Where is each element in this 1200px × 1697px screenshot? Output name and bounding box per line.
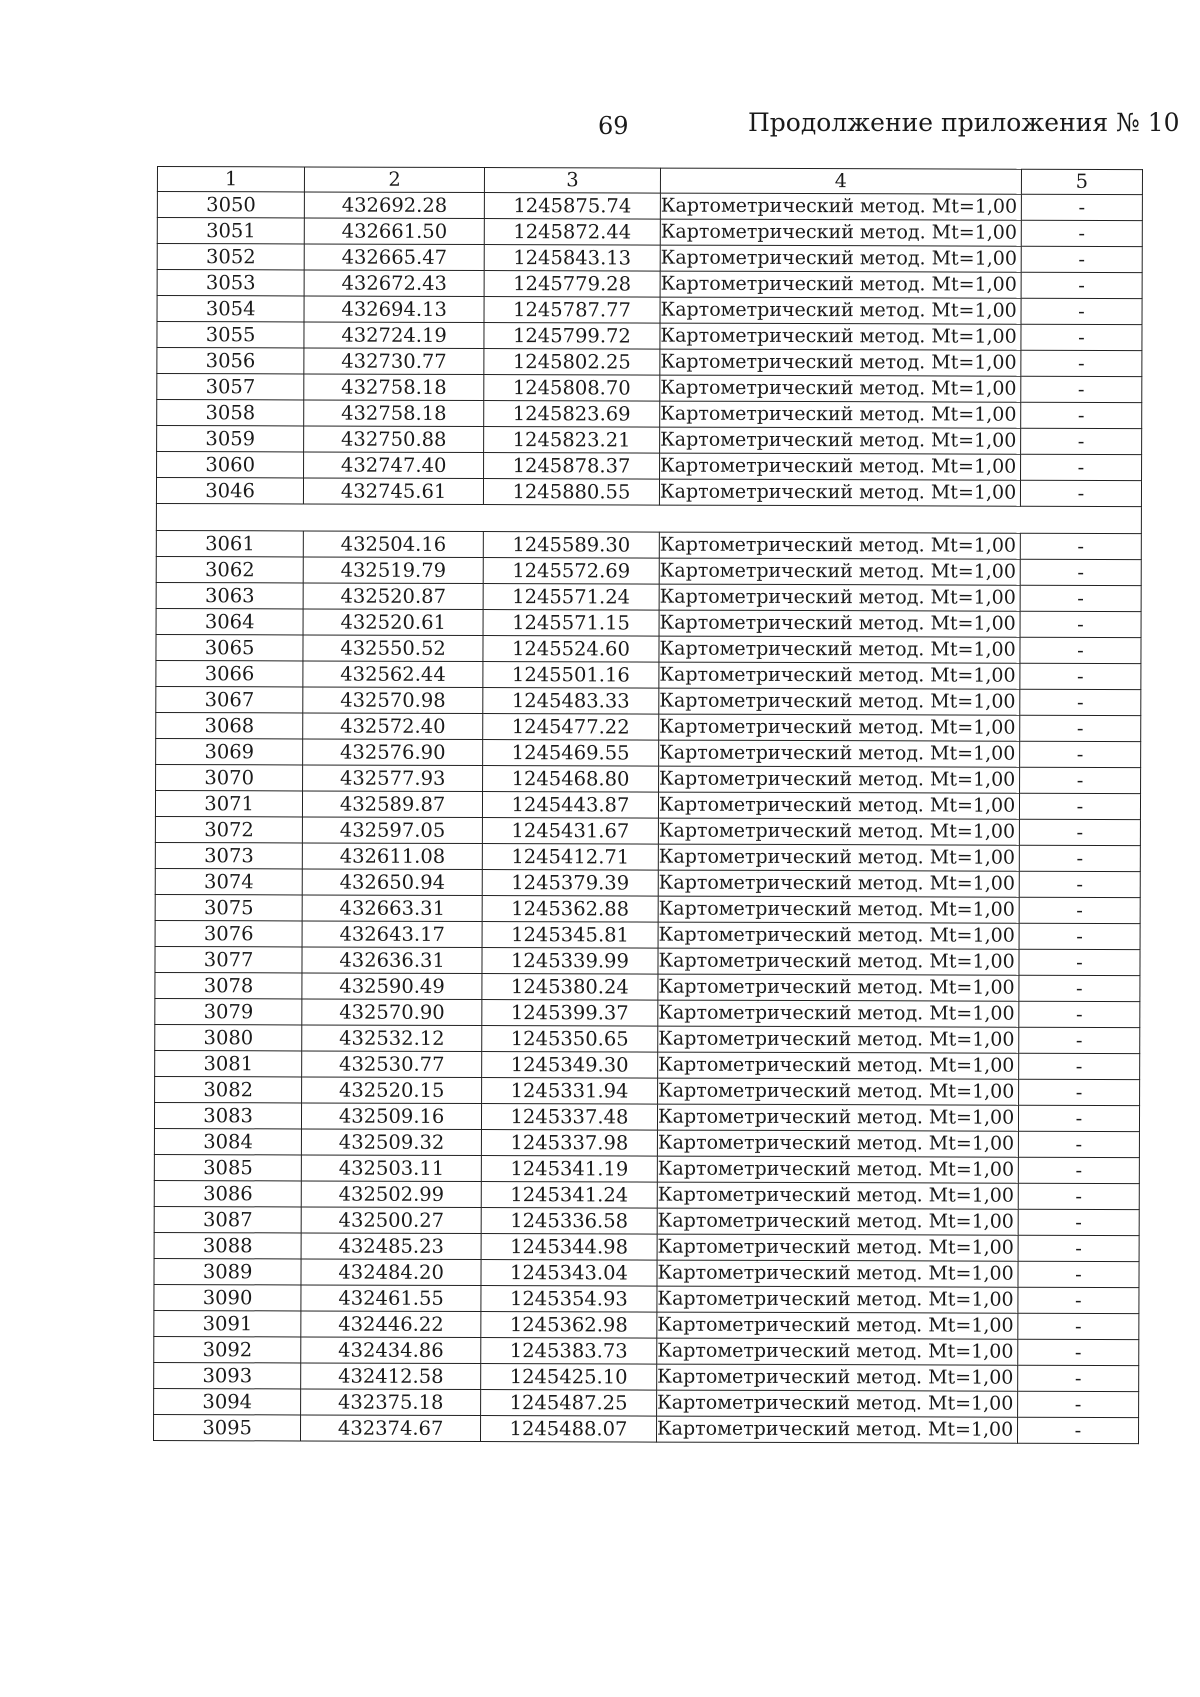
- table-row: [156, 530, 1141, 559]
- table-cell: 432643.17: [302, 921, 482, 948]
- table-cell: 432572.40: [303, 713, 483, 740]
- table-cell: -: [1018, 1339, 1139, 1365]
- table-cell: 3086: [154, 1180, 301, 1206]
- table-cell: 3077: [155, 946, 302, 972]
- table-cell: 432461.55: [301, 1285, 481, 1312]
- table-cell: 1245501.16: [483, 662, 659, 689]
- table-cell: Картометрический метод. Mt=1,00: [658, 922, 1019, 949]
- table-cell: 432747.40: [304, 452, 484, 479]
- table-cell: 3054: [157, 296, 304, 322]
- table-row: [157, 348, 1142, 377]
- table-cell: 3082: [155, 1076, 302, 1102]
- table-cell: 432692.28: [305, 192, 485, 219]
- table-cell: 3095: [153, 1414, 300, 1440]
- table-cell: 3051: [157, 218, 304, 244]
- table-row: [153, 1414, 1138, 1443]
- table-row: [157, 192, 1142, 221]
- table-cell: -: [1017, 1391, 1138, 1417]
- table-cell: -: [1021, 298, 1142, 324]
- table-row: [156, 764, 1141, 793]
- table-cell: 3076: [155, 920, 302, 946]
- table-cell: -: [1019, 1027, 1140, 1053]
- separator-cell: [156, 503, 1141, 533]
- table-cell: Картометрический метод. Mt=1,00: [657, 1338, 1018, 1365]
- table-cell: Картометрический метод. Mt=1,00: [658, 1000, 1019, 1027]
- table-cell: -: [1018, 1235, 1139, 1261]
- table-row: [155, 1024, 1140, 1053]
- table-cell: Картометрический метод. Mt=1,00: [658, 766, 1019, 793]
- table-row: [156, 582, 1141, 611]
- table-cell: -: [1018, 1287, 1139, 1313]
- table-cell: 3065: [156, 634, 303, 660]
- table-cell: -: [1019, 845, 1140, 871]
- table-cell: 3084: [154, 1128, 301, 1154]
- table-cell: 432412.58: [301, 1363, 481, 1390]
- table-row: [155, 998, 1140, 1027]
- table-cell: 432374.67: [301, 1415, 481, 1442]
- table-row: [157, 374, 1142, 403]
- table-row: [154, 1128, 1139, 1157]
- column-header: 1: [157, 167, 304, 192]
- table-cell: Картометрический метод. Mt=1,00: [659, 662, 1020, 689]
- table-cell: 3056: [157, 348, 304, 374]
- table-cell: Картометрический метод. Mt=1,00: [659, 740, 1020, 767]
- table-cell: -: [1021, 324, 1142, 350]
- table-cell: 3069: [156, 738, 303, 764]
- table-cell: 3055: [157, 322, 304, 348]
- table-cell: Картометрический метод. Mt=1,00: [658, 974, 1019, 1001]
- table-cell: -: [1018, 1313, 1139, 1339]
- table-cell: 3059: [157, 426, 304, 452]
- column-header: 5: [1021, 169, 1142, 194]
- table-row: [154, 1362, 1139, 1391]
- table-cell: 3064: [156, 608, 303, 634]
- table-cell: Картометрический метод. Mt=1,00: [657, 1104, 1018, 1131]
- table-cell: 1245468.80: [483, 766, 659, 793]
- table-cell: -: [1020, 428, 1141, 454]
- table-cell: -: [1020, 454, 1141, 480]
- page-caption: Продолжение приложения № 10: [748, 108, 1180, 137]
- table-header-row: [157, 167, 1142, 195]
- table-cell: 1245425.10: [481, 1364, 657, 1391]
- table-cell: 1245880.55: [483, 479, 659, 506]
- table-cell: 432504.16: [304, 531, 484, 558]
- table-cell: 1245336.58: [481, 1208, 657, 1235]
- table-cell: 1245878.37: [483, 453, 659, 480]
- table-cell: Картометрический метод. Mt=1,00: [659, 479, 1020, 506]
- table-cell: Картометрический метод. Mt=1,00: [659, 584, 1020, 611]
- table-cell: 432745.61: [304, 478, 484, 505]
- table-row: [154, 1258, 1139, 1287]
- table-row: [156, 478, 1141, 507]
- table-cell: 1245483.33: [483, 688, 659, 715]
- table-cell: 3060: [157, 452, 304, 478]
- table-cell: Картометрический метод. Mt=1,00: [660, 427, 1021, 454]
- table-cell: -: [1019, 1001, 1140, 1027]
- table-row: [157, 270, 1142, 299]
- table-cell: 432485.23: [301, 1233, 481, 1260]
- table-cell: 432663.31: [302, 895, 482, 922]
- table-cell: -: [1018, 1209, 1139, 1235]
- table-cell: 3070: [156, 764, 303, 790]
- table-row: [157, 400, 1142, 429]
- table-cell: Картометрический метод. Mt=1,00: [657, 1286, 1018, 1313]
- table-cell: 3066: [156, 660, 303, 686]
- table-cell: 432530.77: [302, 1051, 482, 1078]
- table-cell: Картометрический метод. Mt=1,00: [660, 219, 1021, 246]
- table-cell: Картометрический метод. Mt=1,00: [657, 1364, 1018, 1391]
- table-cell: -: [1020, 480, 1141, 506]
- table-cell: 432636.31: [302, 947, 482, 974]
- table-cell: 1245799.72: [484, 323, 660, 350]
- table-cell: -: [1019, 897, 1140, 923]
- table-cell: 1245431.67: [482, 818, 658, 845]
- table-cell: 1245341.19: [481, 1156, 657, 1183]
- table-cell: 1245331.94: [482, 1078, 658, 1105]
- table-row: [155, 790, 1140, 819]
- table-cell: 432484.20: [301, 1259, 481, 1286]
- table-cell: 432446.22: [301, 1311, 481, 1338]
- table-cell: 432520.15: [302, 1077, 482, 1104]
- table-cell: Картометрический метод. Mt=1,00: [659, 714, 1020, 741]
- table-cell: 3075: [155, 894, 302, 920]
- table-cell: 3081: [155, 1050, 302, 1076]
- table-cell: 1245380.24: [482, 974, 658, 1001]
- table-cell: 432562.44: [303, 661, 483, 688]
- table-cell: 1245477.22: [483, 714, 659, 741]
- table-cell: 1245823.21: [484, 427, 660, 454]
- table-cell: 3089: [154, 1258, 301, 1284]
- table-cell: -: [1018, 1079, 1139, 1105]
- table-cell: 432758.18: [304, 374, 484, 401]
- table-cell: 432750.88: [304, 426, 484, 453]
- table-cell: Картометрический метод. Mt=1,00: [658, 818, 1019, 845]
- table-cell: 1245399.37: [482, 1000, 658, 1027]
- table-cell: -: [1020, 663, 1141, 689]
- table-cell: -: [1021, 402, 1142, 428]
- table-cell: 3092: [154, 1336, 301, 1362]
- table-cell: Картометрический метод. Mt=1,00: [659, 453, 1020, 480]
- table-cell: Картометрический метод. Mt=1,00: [658, 792, 1019, 819]
- table-row: [155, 1076, 1140, 1105]
- table-row: [157, 244, 1142, 273]
- table-row: [154, 1232, 1139, 1261]
- table-cell: -: [1019, 949, 1140, 975]
- table-row: [157, 296, 1142, 325]
- table-row: [154, 1154, 1139, 1183]
- table-cell: 3071: [155, 790, 302, 816]
- table-row: [156, 738, 1141, 767]
- table-cell: 432724.19: [304, 322, 484, 349]
- table-cell: 3067: [156, 686, 303, 712]
- table-cell: 432576.90: [303, 739, 483, 766]
- table-cell: Картометрический метод. Mt=1,00: [657, 1130, 1018, 1157]
- table-cell: 3079: [155, 998, 302, 1024]
- table-cell: 432672.43: [304, 270, 484, 297]
- table-cell: 1245354.93: [481, 1286, 657, 1313]
- table-row: [155, 946, 1140, 975]
- table-row: [155, 972, 1140, 1001]
- table-cell: 3074: [155, 868, 302, 894]
- table-cell: 3093: [154, 1362, 301, 1388]
- table-cell: Картометрический метод. Mt=1,00: [659, 558, 1020, 585]
- table-cell: 432520.87: [303, 583, 483, 610]
- table-cell: Картометрический метод. Mt=1,00: [659, 636, 1020, 663]
- table-cell: 1245339.99: [482, 948, 658, 975]
- table-cell: Картометрический метод. Mt=1,00: [659, 688, 1020, 715]
- table-cell: -: [1021, 272, 1142, 298]
- table-cell: Картометрический метод. Mt=1,00: [658, 1052, 1019, 1079]
- table-cell: 1245787.77: [484, 297, 660, 324]
- table-cell: Картометрический метод. Mt=1,00: [660, 297, 1021, 324]
- table-row: [156, 686, 1141, 715]
- table-cell: -: [1019, 793, 1140, 819]
- table-row: [154, 1336, 1139, 1365]
- table-cell: -: [1021, 246, 1142, 272]
- table-cell: 432503.11: [302, 1155, 482, 1182]
- table-cell: Картометрический метод. Mt=1,00: [657, 1312, 1018, 1339]
- table-row: [155, 842, 1140, 871]
- table-cell: -: [1019, 1053, 1140, 1079]
- table-cell: 432758.18: [304, 400, 484, 427]
- table-cell: -: [1018, 1131, 1139, 1157]
- table-cell: 3050: [157, 192, 304, 218]
- table-cell: Картометрический метод. Mt=1,00: [657, 1182, 1018, 1209]
- table-cell: -: [1020, 637, 1141, 663]
- table-cell: 3057: [157, 374, 304, 400]
- table-cell: 1245343.04: [481, 1260, 657, 1287]
- table-cell: Картометрический метод. Mt=1,00: [658, 896, 1019, 923]
- table-cell: 1245379.39: [482, 870, 658, 897]
- table-cell: 3091: [154, 1310, 301, 1336]
- table-cell: 1245344.98: [481, 1234, 657, 1261]
- table-cell: 432665.47: [304, 244, 484, 271]
- table-cell: -: [1018, 1365, 1139, 1391]
- table-cell: 1245571.15: [483, 610, 659, 637]
- table-cell: 432500.27: [301, 1207, 481, 1234]
- table-cell: -: [1021, 350, 1142, 376]
- table-row: [156, 660, 1141, 689]
- table-row: [157, 452, 1142, 481]
- table-cell: -: [1019, 871, 1140, 897]
- table-cell: -: [1019, 975, 1140, 1001]
- table-cell: 3063: [156, 582, 303, 608]
- column-header: 4: [660, 168, 1021, 194]
- table-cell: 432730.77: [304, 348, 484, 375]
- page-number: 69: [598, 112, 629, 140]
- table-cell: -: [1018, 1157, 1139, 1183]
- table-cell: 3058: [157, 400, 304, 426]
- table-cell: -: [1018, 1183, 1139, 1209]
- table-cell: 3080: [155, 1024, 302, 1050]
- table-cell: 1245341.24: [481, 1182, 657, 1209]
- table-cell: Картометрический метод. Mt=1,00: [660, 349, 1021, 376]
- table-cell: -: [1017, 1417, 1138, 1443]
- table-cell: Картометрический метод. Mt=1,00: [656, 1416, 1017, 1443]
- table-cell: 432597.05: [303, 817, 483, 844]
- table-cell: 1245349.30: [482, 1052, 658, 1079]
- table-row: [157, 322, 1142, 351]
- table-cell: 1245802.25: [484, 349, 660, 376]
- table-cell: 432611.08: [303, 843, 483, 870]
- table-cell: Картометрический метод. Mt=1,00: [660, 193, 1021, 220]
- table-cell: Картометрический метод. Mt=1,00: [657, 1260, 1018, 1287]
- table-cell: 432577.93: [303, 765, 483, 792]
- table-cell: Картометрический метод. Mt=1,00: [657, 1208, 1018, 1235]
- table-row: [157, 218, 1142, 247]
- table-cell: Картометрический метод. Mt=1,00: [658, 948, 1019, 975]
- table-cell: 3094: [154, 1388, 301, 1414]
- table-cell: 432661.50: [305, 218, 485, 245]
- table-row: [156, 712, 1141, 741]
- table-row: [156, 634, 1141, 663]
- table-cell: 3052: [157, 244, 304, 270]
- table-cell: Картометрический метод. Mt=1,00: [660, 375, 1021, 402]
- table-cell: Картометрический метод. Mt=1,00: [658, 1078, 1019, 1105]
- table-cell: Картометрический метод. Mt=1,00: [660, 401, 1021, 428]
- table-row: [154, 1310, 1139, 1339]
- table-row: [154, 1102, 1139, 1131]
- table-cell: 3062: [156, 556, 303, 582]
- table-group-separator: [156, 503, 1141, 533]
- table-cell: 432590.49: [302, 973, 482, 1000]
- table-cell: 432589.87: [303, 791, 483, 818]
- table-cell: -: [1019, 819, 1140, 845]
- table-cell: 1245808.70: [484, 375, 660, 402]
- table-cell: 3053: [157, 270, 304, 296]
- table-row: [157, 426, 1142, 455]
- table-cell: -: [1021, 376, 1142, 402]
- coordinates-table-body: [153, 167, 1142, 1444]
- table-cell: 1245443.87: [482, 792, 658, 819]
- table-cell: 432570.90: [302, 999, 482, 1026]
- table-cell: 1245383.73: [481, 1338, 657, 1365]
- table-cell: Картометрический метод. Mt=1,00: [658, 870, 1019, 897]
- table-cell: 1245337.98: [481, 1130, 657, 1157]
- table-row: [155, 816, 1140, 845]
- column-header: 3: [484, 168, 660, 194]
- table-cell: Картометрический метод. Mt=1,00: [658, 1026, 1019, 1053]
- table-cell: Картометрический метод. Mt=1,00: [660, 323, 1021, 350]
- table-cell: 1245589.30: [483, 532, 659, 559]
- table-cell: 3090: [154, 1284, 301, 1310]
- table-cell: -: [1021, 194, 1142, 220]
- table-cell: 1245488.07: [480, 1416, 656, 1443]
- table-row: [155, 1050, 1140, 1079]
- table-cell: 1245572.69: [483, 558, 659, 585]
- table-cell: 1245362.98: [481, 1312, 657, 1339]
- table-cell: 1245823.69: [484, 401, 660, 428]
- table-cell: 3061: [156, 530, 303, 556]
- table-cell: 432519.79: [303, 557, 483, 584]
- table-cell: Картометрический метод. Mt=1,00: [657, 1234, 1018, 1261]
- table-cell: 3046: [156, 478, 303, 504]
- table-cell: 1245843.13: [484, 245, 660, 272]
- table-row: [155, 894, 1140, 923]
- table-cell: 3083: [154, 1102, 301, 1128]
- table-cell: -: [1020, 533, 1141, 559]
- table-cell: 432694.13: [304, 296, 484, 323]
- table-cell: 1245337.48: [481, 1104, 657, 1131]
- coordinates-table: [153, 166, 1143, 1444]
- table-cell: -: [1019, 767, 1140, 793]
- table-row: [155, 868, 1140, 897]
- table-cell: -: [1020, 559, 1141, 585]
- table-cell: 1245779.28: [484, 271, 660, 298]
- table-row: [156, 608, 1141, 637]
- table-cell: Картометрический метод. Mt=1,00: [657, 1156, 1018, 1183]
- table-cell: Картометрический метод. Mt=1,00: [660, 271, 1021, 298]
- table-cell: -: [1018, 1261, 1139, 1287]
- table-cell: 432509.16: [302, 1103, 482, 1130]
- table-cell: 1245487.25: [481, 1390, 657, 1417]
- table-cell: 1245571.24: [483, 584, 659, 611]
- table-cell: Картометрический метод. Mt=1,00: [660, 245, 1021, 272]
- table-cell: 3078: [155, 972, 302, 998]
- table-row: [156, 556, 1141, 585]
- table-cell: 432550.52: [303, 635, 483, 662]
- table-cell: 1245872.44: [484, 219, 660, 246]
- table-cell: 1245875.74: [484, 193, 660, 220]
- table-cell: 432502.99: [302, 1181, 482, 1208]
- table-cell: 1245524.60: [483, 636, 659, 663]
- table-cell: 1245350.65: [482, 1026, 658, 1053]
- table-cell: -: [1021, 220, 1142, 246]
- table-cell: -: [1019, 923, 1140, 949]
- table-cell: 432650.94: [302, 869, 482, 896]
- table-row: [154, 1388, 1139, 1417]
- column-header: 2: [305, 167, 485, 193]
- table-cell: -: [1020, 611, 1141, 637]
- table-cell: -: [1020, 689, 1141, 715]
- table-row: [154, 1206, 1139, 1235]
- table-cell: 1245362.88: [482, 896, 658, 923]
- table-cell: 1245469.55: [483, 740, 659, 767]
- table-cell: 3087: [154, 1206, 301, 1232]
- table-row: [155, 920, 1140, 949]
- table-cell: 432375.18: [301, 1389, 481, 1416]
- table-cell: Картометрический метод. Mt=1,00: [658, 844, 1019, 871]
- table-cell: -: [1020, 715, 1141, 741]
- table-cell: 432570.98: [303, 687, 483, 714]
- table-cell: Картометрический метод. Mt=1,00: [657, 1390, 1018, 1417]
- table-cell: 3072: [155, 816, 302, 842]
- table-cell: 432434.86: [301, 1337, 481, 1364]
- table-row: [154, 1180, 1139, 1209]
- table-cell: 1245345.81: [482, 922, 658, 949]
- table-cell: 3068: [156, 712, 303, 738]
- table-cell: 3085: [154, 1154, 301, 1180]
- table-cell: 432509.32: [302, 1129, 482, 1156]
- table-cell: 3073: [155, 842, 302, 868]
- table-cell: 1245412.71: [482, 844, 658, 871]
- table-cell: 432532.12: [302, 1025, 482, 1052]
- table-cell: -: [1020, 585, 1141, 611]
- table-cell: -: [1019, 741, 1140, 767]
- table-cell: Картометрический метод. Mt=1,00: [659, 610, 1020, 637]
- table-row: [154, 1284, 1139, 1313]
- table-cell: 3088: [154, 1232, 301, 1258]
- table-cell: Картометрический метод. Mt=1,00: [659, 532, 1020, 559]
- table-cell: -: [1018, 1105, 1139, 1131]
- table-cell: 432520.61: [303, 609, 483, 636]
